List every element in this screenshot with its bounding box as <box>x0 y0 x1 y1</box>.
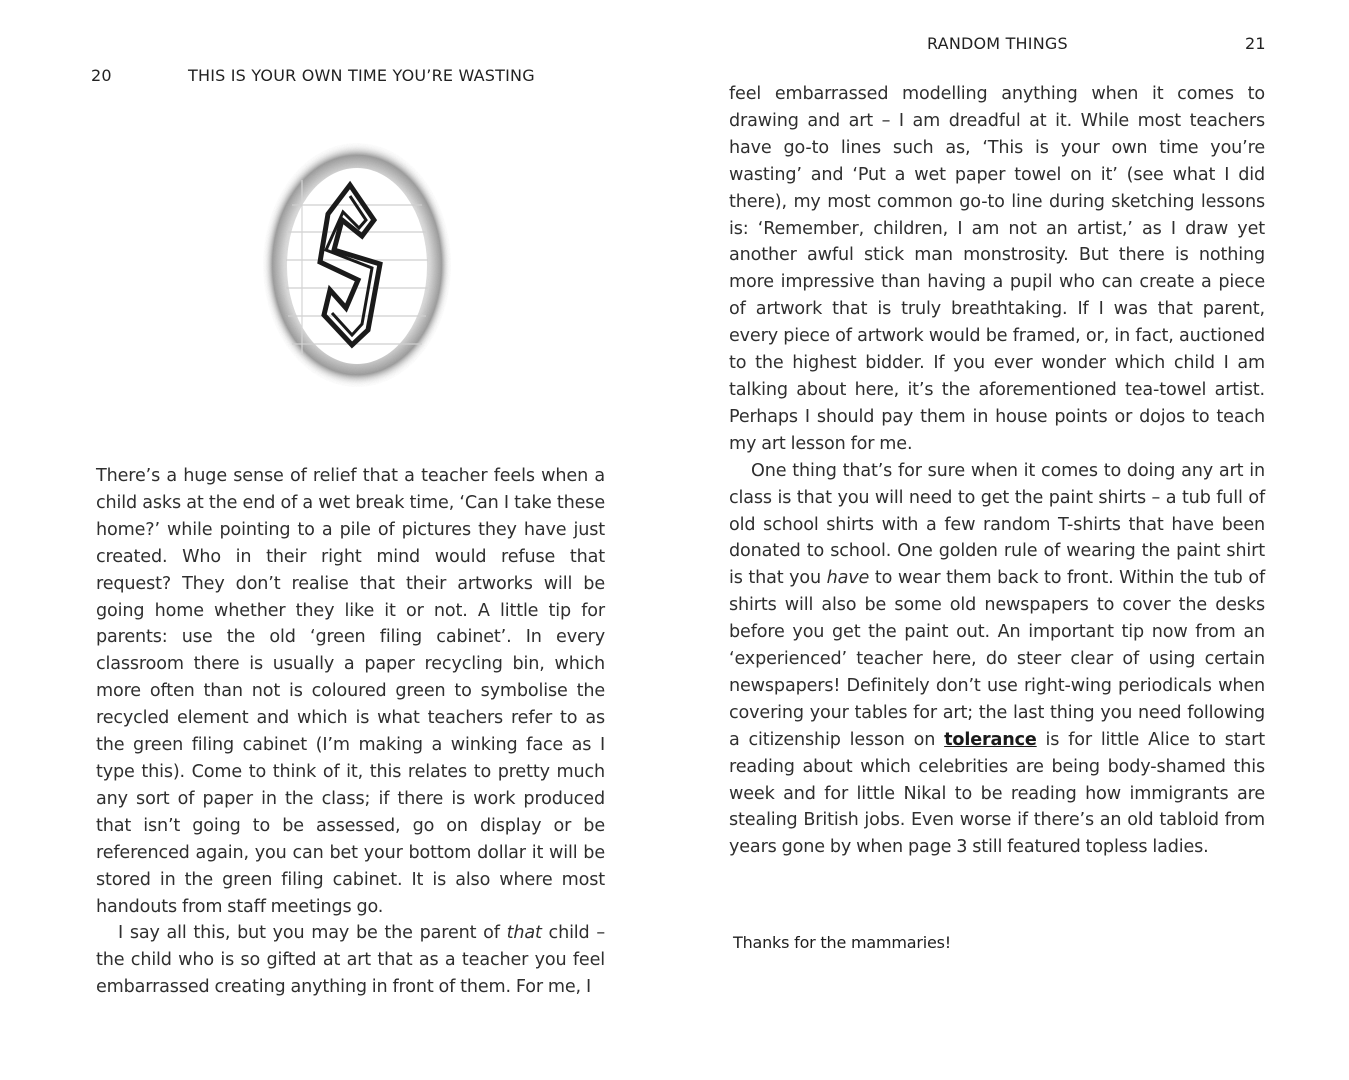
page-number-left: 20 <box>91 66 112 85</box>
left-page-body <box>96 463 605 1001</box>
right-paragraph-1: feel embarrassed modelling anything when it comes to drawing and art – I am dreadful at it. While most teachers have go-to lines such as, ‘This is your own time you’re wasting’ and ‘Put a wet paper towel on it’ (see what I did there), my most common go-to line during sketching lessons is: ‘Remember, children, I am not an artist,’ as I draw yet another awful stick man monstrosity. But there is nothing more impressive than having a pupil who can create a piece of artwork that is truly breathtaking. If I was that parent, every piece of artwork would be framed, or, in fact, auctioned to the highest bidder. If you ever wonder which child I am talking about here, it’s the aforementioned tea-towel artist. Perhaps I should pay them in house points or dojos to teach my art lesson for me. <box>729 84 1265 454</box>
letter-s-cartoon-icon <box>262 140 452 390</box>
page-number-right: 21 <box>1245 34 1266 53</box>
right-paragraph-2-italic: have <box>826 568 870 589</box>
right-paragraph-2-text-c: is for little Alice to start reading about which celebrities are being body-shamed this week and for little Nikal to be reading how immigrants are stealing British jobs. Even worse if there’s an old tabloid from years gone by when page 3 still featured topless ladies. <box>729 729 1266 858</box>
left-paragraph-2-italic: that <box>506 923 542 944</box>
right-paragraph-2-text-b: to wear them back to front. Within the tub of shirts will also be some old newspapers to cover the desks before you get the paint out. An important tip now from an ‘experienced’ teacher here, do steer clear of using certain newspapers! Definitely don’t use right-wing periodicals when covering your tables for art; the last thing you need following a citizenship lesson on <box>729 568 1265 750</box>
running-head-right: RANDOM THINGS <box>927 34 1068 53</box>
left-paragraph-2-text-b: child – the child who is so gifted at art that as a teacher you feel embarrassed creating anything in front of them. For me, I <box>96 923 605 998</box>
keyword-tolerance: tolerance <box>944 729 1037 750</box>
section-subheading: Thanks for the mammaries! <box>733 933 951 952</box>
right-paragraph-2-text-a: One thing that’s for sure when it comes to doing any art in class is that you will need to get the paint shirts – a tub full of old school shirts with a few random T-shirts that have been donated to school. One golden rule of wearing the paint shirt is that you <box>729 460 1265 589</box>
running-head-left: THIS IS YOUR OWN TIME YOU’RE WASTING <box>188 66 535 85</box>
left-paragraph-1: There’s a huge sense of relief that a teacher feels when a child asks at the end of a wet break time, ‘Can I take these home?’ while pointing to a pile of pictures they have just created. Who in their right mind would refuse that request? They don’t realise that their artworks will be going home whether they like it or not. A little tip for parents: use the old ‘green filing cabinet’. In every classroom there is usually a paper recycling bin, which more often than not is coloured green to symbolise the recycled element and which is what teachers refer to as the green filing cabinet (I’m making a winking face as I type this). Come to think of it, this relates to pretty much any sort of paper in the class; if there is work produced that isn’t going to be assessed, go on display or be referenced again, you can bet your bottom dollar it will be stored in the green filing cabinet. It is also where most handouts from staff meetings go. <box>96 466 605 917</box>
left-paragraph-2-text-a: I say all this, but you may be the parent of <box>118 923 507 944</box>
left-paragraph-2 <box>96 920 605 1001</box>
right-paragraph-2 <box>729 458 1265 862</box>
right-page-body <box>729 81 1265 861</box>
